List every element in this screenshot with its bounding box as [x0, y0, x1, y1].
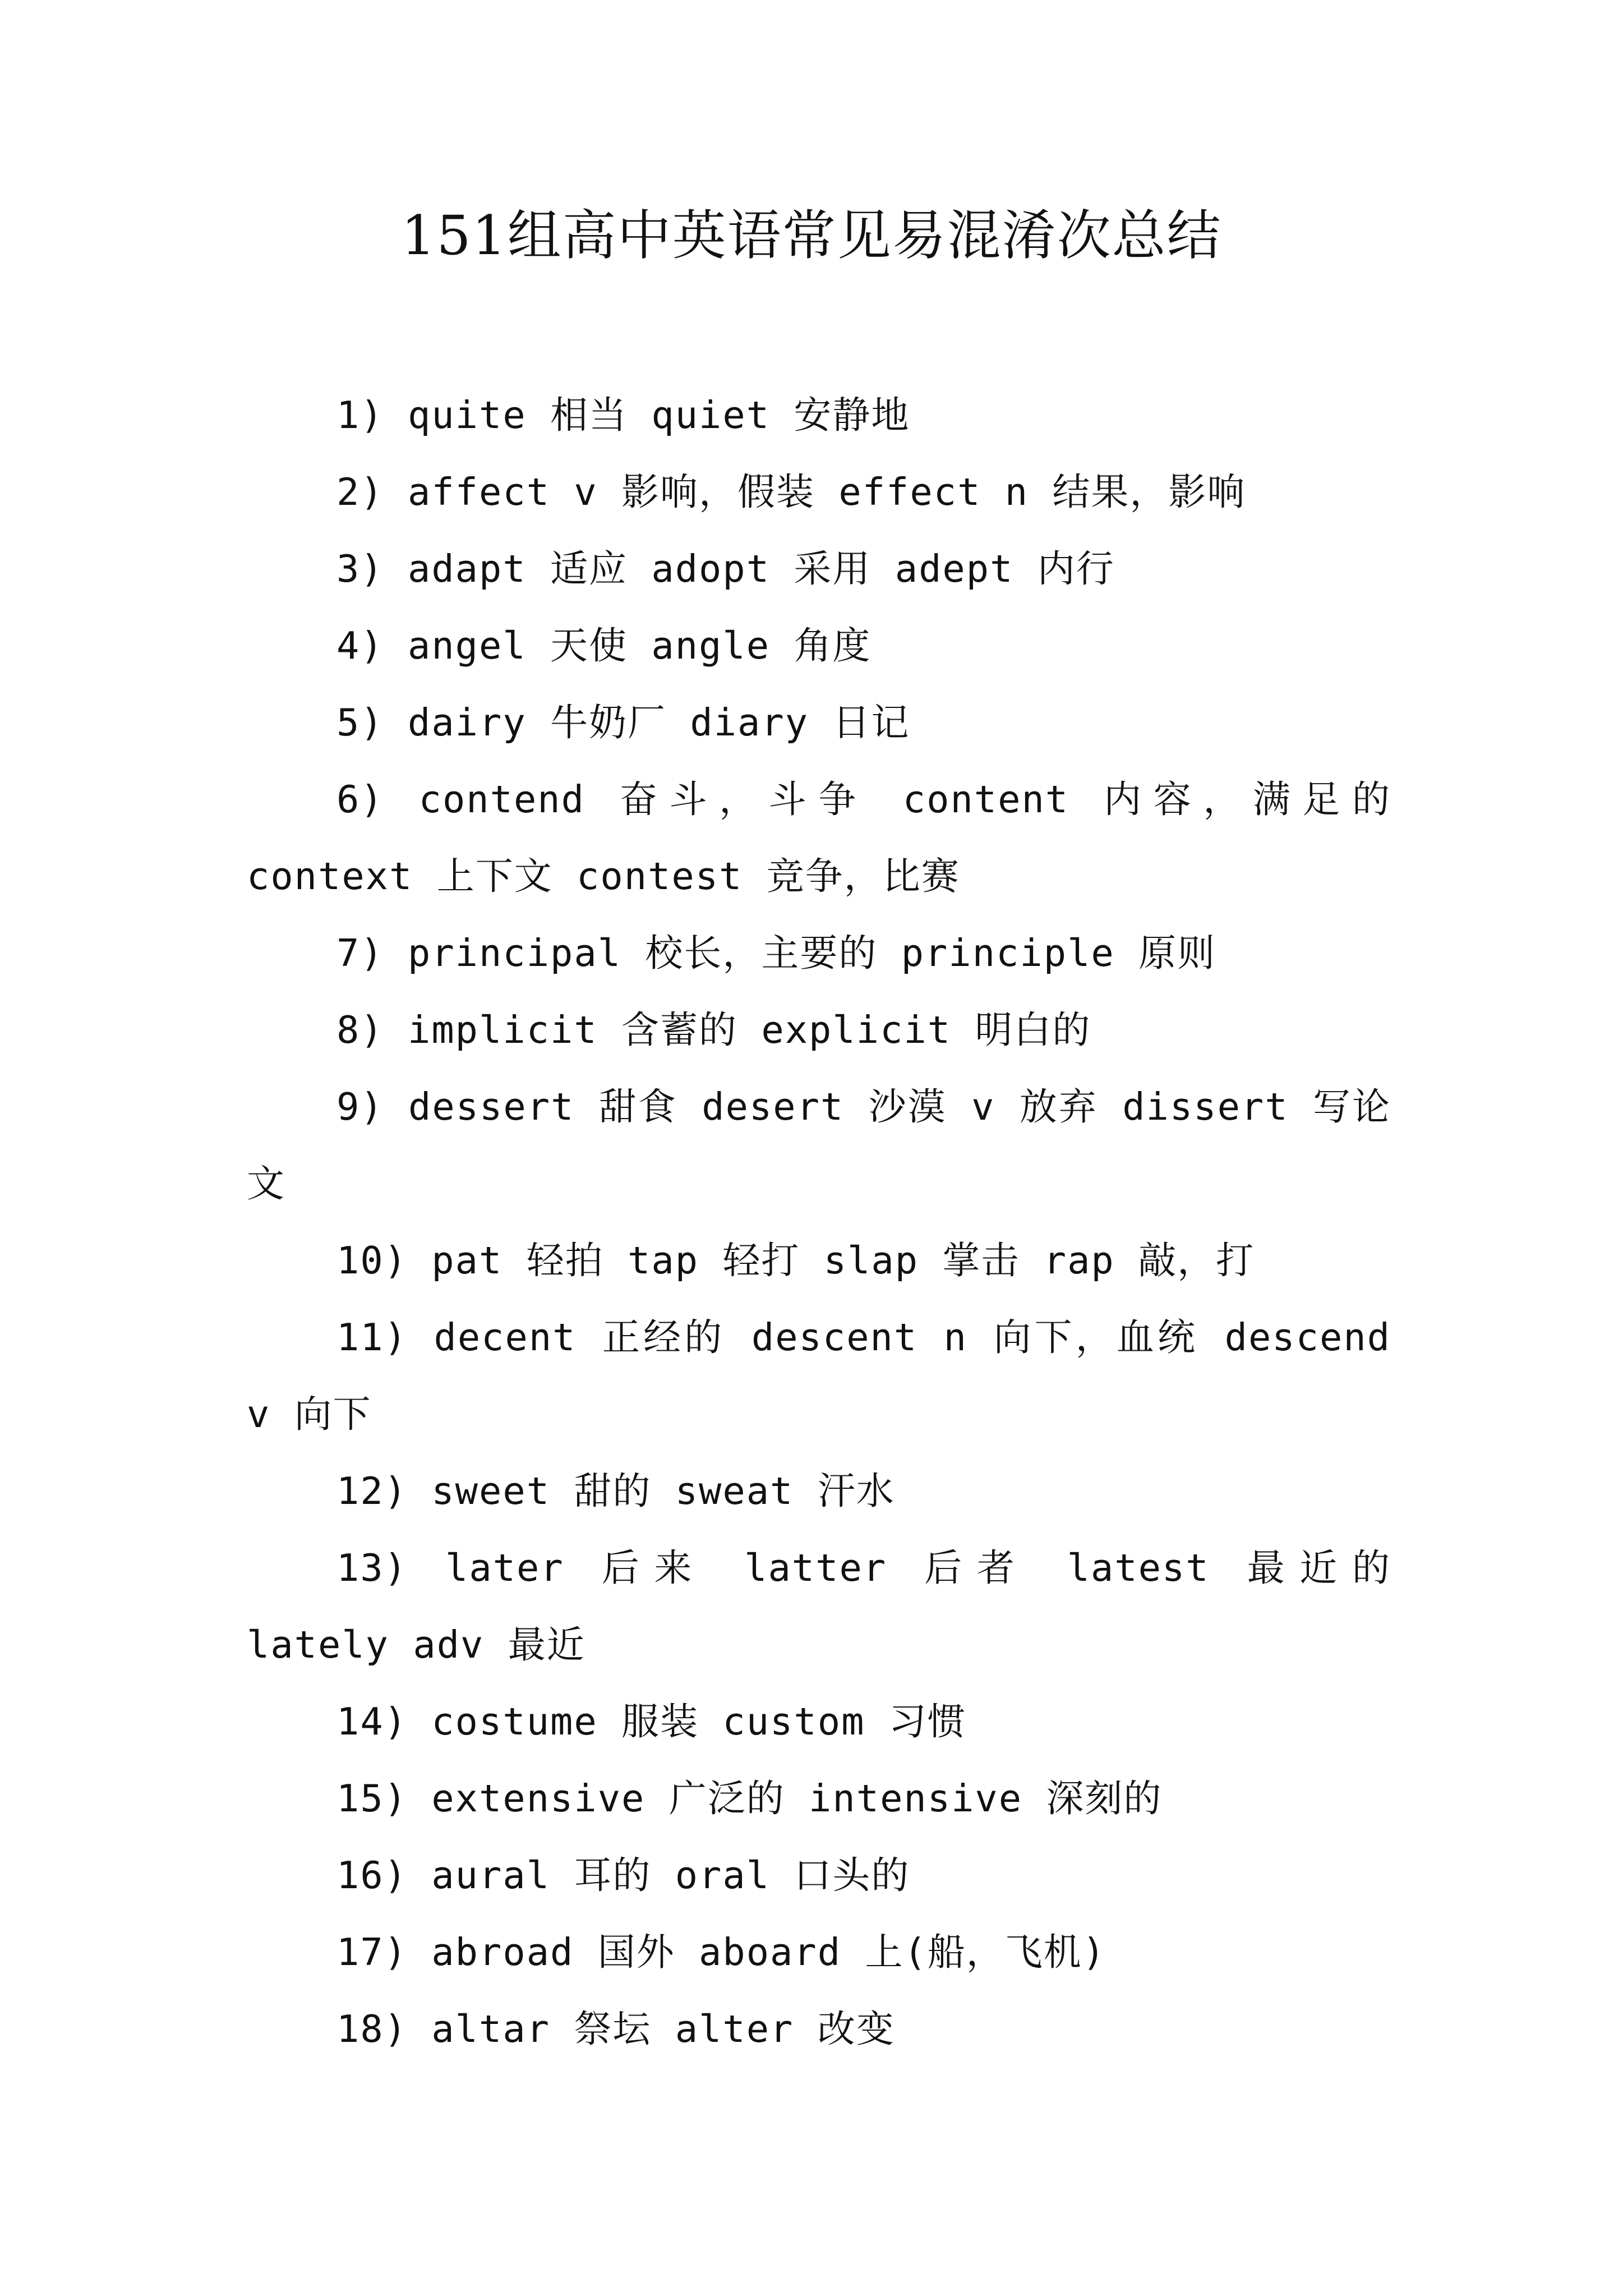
list-item: 3) adapt 适应 adopt 采用 adept 内行	[336, 547, 1115, 591]
list-item: 2) affect v 影响，假装 effect n 结果，影响	[336, 470, 1246, 514]
list-item: 17) abroad 国外 aboard 上(船，飞机)	[336, 1930, 1106, 1974]
list-item: 9) dessert 甜食 desert 沙漠 v 放弃 dissert 写论文	[247, 1085, 1391, 1205]
list-item: 8) implicit 含蓄的 explicit 明白的	[336, 1008, 1091, 1052]
list-item: 10) pat 轻拍 tap 轻打 slap 掌击 rap 敲，打	[336, 1239, 1255, 1282]
list-item: 1) quite 相当 quiet 安静地	[336, 393, 910, 437]
list-item: 4) angel 天使 angle 角度	[336, 624, 872, 668]
list-item: 6) contend 奋斗，斗争 content 内容，满足的 context 上下文 contest 竞争，比赛	[247, 777, 1391, 898]
list-item: 13) later 后来 latter 后者 latest 最近的 lately adv 最近	[247, 1546, 1391, 1667]
entry-list	[247, 377, 1391, 2068]
list-item: 5) dairy 牛奶厂 diary 日记	[336, 701, 910, 744]
list-item: 11) decent 正经的 descent n 向下，血统 descend v 向下	[247, 1315, 1391, 1436]
list-item: 14) costume 服装 custom 习惯	[336, 1700, 966, 1743]
list-item: 15) extensive 广泛的 intensive 深刻的	[336, 1777, 1163, 1820]
document-title: 151组高中英语常见易混淆次总结	[401, 204, 1222, 267]
list-item: 16) aural 耳的 oral 口头的	[336, 1853, 910, 1897]
list-item: 7) principal 校长，主要的 principle 原则	[336, 931, 1216, 975]
list-item: 12) sweet 甜的 sweat 汗水	[336, 1469, 895, 1513]
list-item: 18) altar 祭坛 alter 改变	[336, 2007, 895, 2051]
